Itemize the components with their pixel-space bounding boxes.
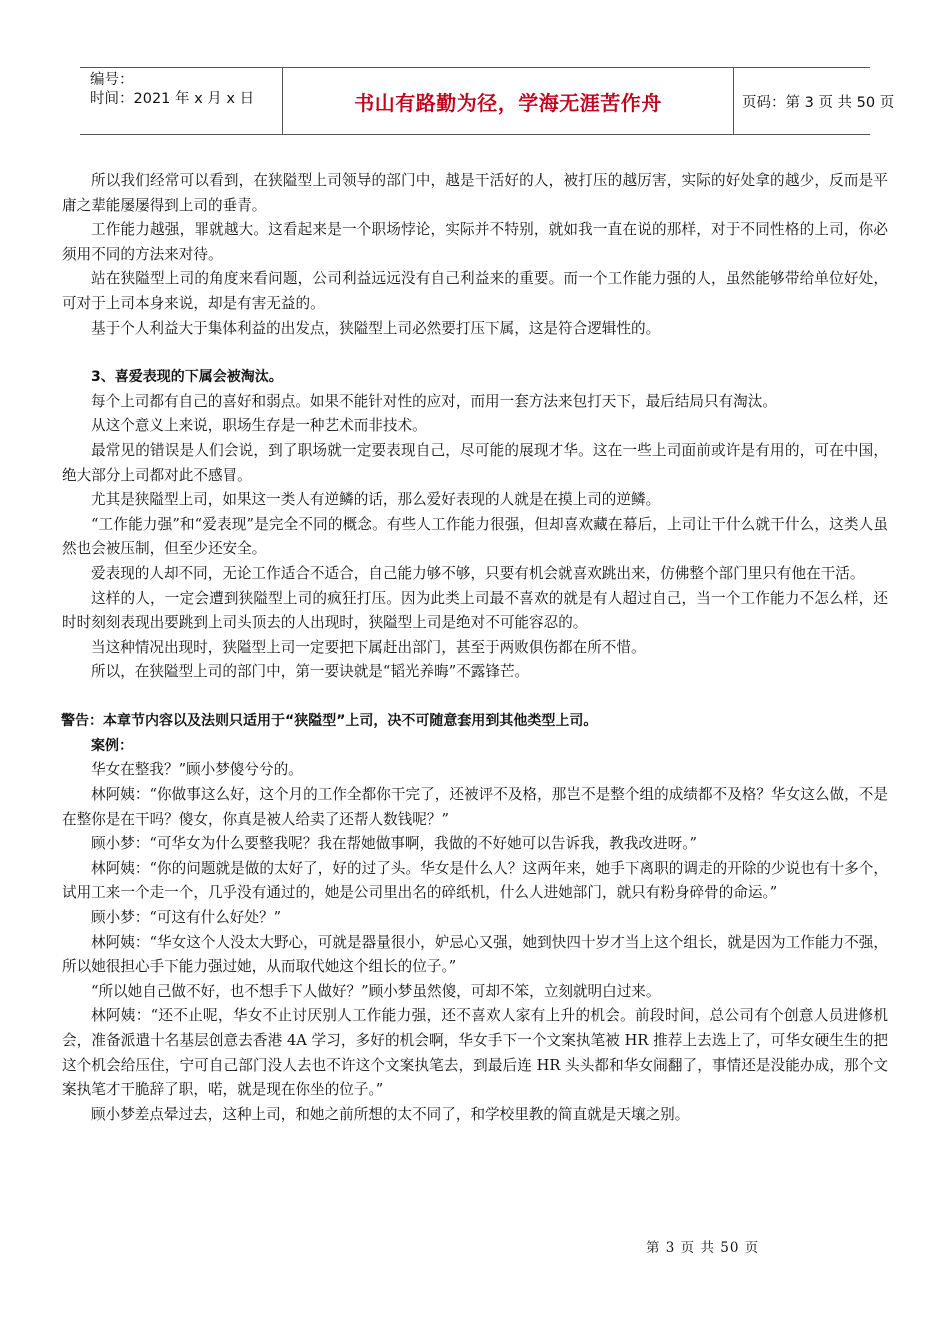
case-paragraph: 林阿姨：“你做事这么好，这个月的工作全都你干完了，还被评不及格，那岂不是整个组的成绩都不及格？华女这么做，不是在整你是在干吗？傻女，你真是被人给卖了还帮人数钱呢？” <box>62 786 888 828</box>
case-paragraph: 顾小梦差点晕过去，这种上司，和她之前所想的太不同了，和学校里教的简直就是天壤之别。 <box>91 1105 690 1123</box>
page-header <box>80 67 895 135</box>
case-paragraph: 顾小梦：“可这有什么好处？” <box>91 909 282 927</box>
paragraph: “工作能力强”和“爱表现”是完全不同的概念。有些人工作能力很强，但却喜欢藏在幕后，上司让干什么就干什么，这类人虽然也会被压制，但至少还安全。 <box>62 515 888 558</box>
page-footer: 第 3 页 共 50 页 <box>646 1240 760 1256</box>
case-paragraph: 林阿姨：“华女这个人没太大野心，可就是器量很小，妒忌心又强，她到快四十岁才当上这个组长，就是因为工作能力不强，所以她很担心手下能力强过她，从而取代她这个组长的位子。” <box>62 933 888 976</box>
case-paragraph: 林阿姨：“还不止呢，华女不止讨厌别人工作能力强，还不喜欢人家有上升的机会。前段时间，总公司有个创意人员进修机会，准备派遣十名基层创意去香港 4A 学习，多好的机会啊，华女手下一个文案执笔被 HR 推荐上去选上了，可华女硬生生的把这个机会给压住，宁可自己部门没人去也不许这个文案执笔去，到最后连 HR 头头都和华女闹翻了，事情还是没能办成，那个文案执笔才干脆辞了职，喏，就是现在你坐的位子。” <box>62 1007 888 1099</box>
section-heading: 3、喜爱表现的下属会被淘汰。 <box>91 369 283 386</box>
paragraph: 爱表现的人却不同，无论工作适合不适合，自己能力够不够，只要有机会就喜欢跳出来，仿佛整个部门里只有他在干活。 <box>91 564 865 582</box>
document-date: 时间：2021 年 x 月 x 日 <box>90 91 255 107</box>
header-motto: 书山有路勤为径，学海无涯苦作舟 <box>282 68 734 134</box>
paragraph: 站在狭隘型上司的角度来看问题，公司利益远远没有自己利益来的重要。而一个工作能力强的人，虽然能够带给单位好处，可对于上司本身来说，却是有害无益的。 <box>62 270 888 312</box>
warning-note: 警告：本章节内容以及法则只适用于“狭隘型”上司，决不可随意套用到其他类型上司。 <box>61 712 598 729</box>
header-meta <box>80 68 282 134</box>
paragraph: 所以，在狭隘型上司的部门中，第一要诀就是“韬光养晦”不露锋芒。 <box>91 663 530 681</box>
document-body <box>62 169 888 1127</box>
paragraph: 所以我们经常可以看到，在狭隘型上司领导的部门中，越是干活好的人，被打压的越厉害，实际的好处拿的越少，反而是平庸之辈能屡屡得到上司的垂青。 <box>62 172 888 214</box>
paragraph: 基于个人利益大于集体利益的出发点，狭隘型上司必然要打压下属，这是符合逻辑性的。 <box>91 319 661 337</box>
case-paragraph: 顾小梦：“可华女为什么要整我呢？我在帮她做事啊，我做的不好她可以告诉我，教我改进呀。” <box>91 835 697 853</box>
paragraph: 最常见的错误是人们会说，到了职场就一定要表现自己，尽可能的展现才华。这在一些上司面前或许是有用的，可在中国，绝大部分上司都对此不感冒。 <box>62 441 888 484</box>
paragraph: 工作能力越强，罪就越大。这看起来是一个职场悖论，实际并不特别，就如我一直在说的那样，对于不同性格的上司，你必须用不同的方法来对待。 <box>62 221 888 263</box>
paragraph: 当这种情况出现时，狭隘型上司一定要把下属赶出部门，甚至于两败俱伤都在所不惜。 <box>91 638 646 656</box>
paragraph: 每个上司都有自己的喜好和弱点。如果不能针对性的应对，而用一套方法来包打天下，最后结局只有淘汰。 <box>91 392 777 410</box>
document-number-label: 编号： <box>90 72 134 88</box>
case-paragraph: 华女在整我？”顾小梦傻兮兮的。 <box>91 761 303 779</box>
header-page-info: 页码：第 3 页 共 50 页 <box>742 94 895 111</box>
case-paragraph: 林阿姨：“你的问题就是做的太好了，好的过了头。华女是什么人？这两年来，她手下离职的调走的开除的少说也有十多个，试用工来一个走一个，几乎没有通过的，她是公司里出名的碎纸机，什么人进她部门，就只有粉身碎骨的命运。” <box>62 859 888 902</box>
paragraph: 尤其是狭隘型上司，如果这一类人有逆鳞的话，那么爱好表现的人就是在摸上司的逆鳞。 <box>91 491 661 509</box>
case-paragraph: “所以她自己做不好，也不想手下人做好？”顾小梦虽然傻，可却不笨，立刻就明白过来。 <box>91 982 661 1000</box>
paragraph: 这样的人，一定会遭到狭隘型上司的疯狂打压。因为此类上司最不喜欢的就是有人超过自己，当一个工作能力不怎么样，还时时刻刻表现出要跳到上司头顶去的人出现时，狭隘型上司是绝对不可能容忍的。 <box>62 589 888 632</box>
case-label: 案例： <box>91 737 133 754</box>
paragraph: 从这个意义上来说，职场生存是一种艺术而非技术。 <box>91 417 427 435</box>
